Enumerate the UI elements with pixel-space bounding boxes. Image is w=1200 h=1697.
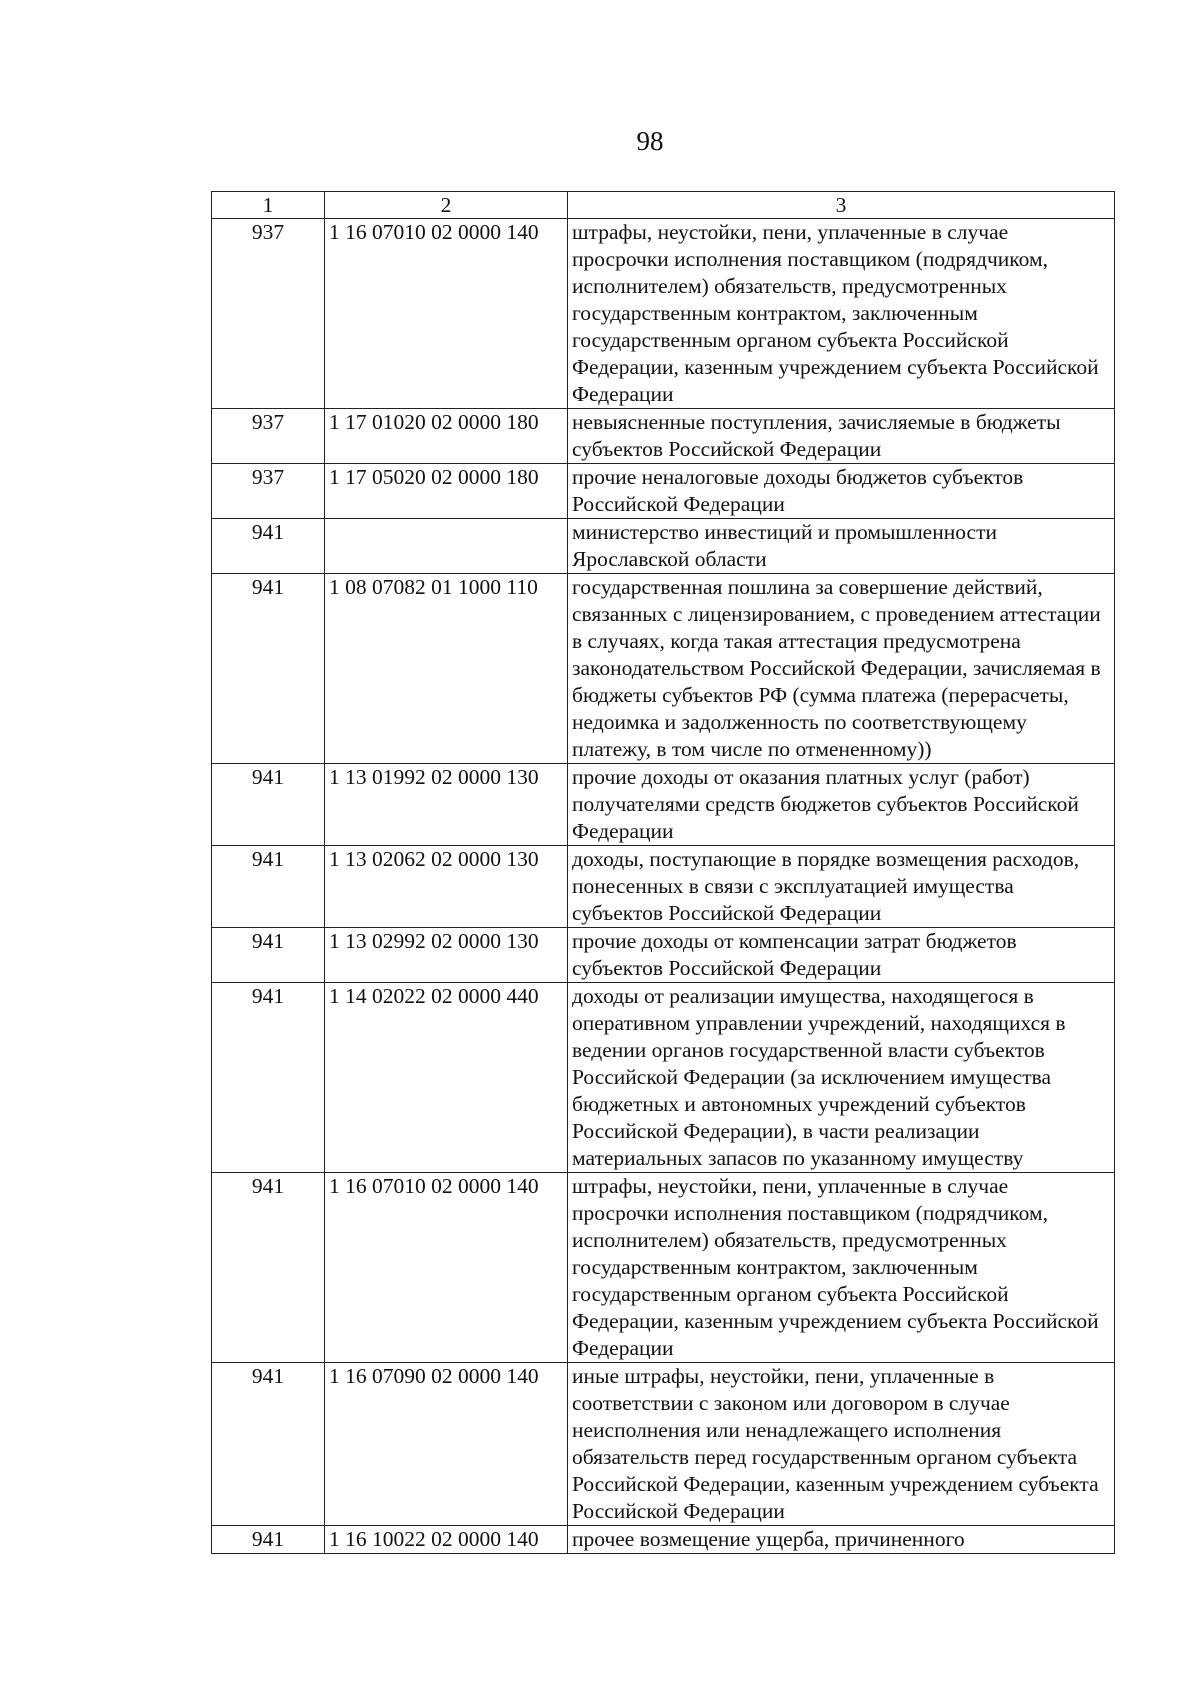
description-cell: прочие доходы от компенсации затрат бюджетов субъектов Российской Федерации <box>568 928 1115 983</box>
table-row <box>212 464 1115 519</box>
admin-code-cell: 941 <box>212 928 325 983</box>
revenue-code-cell: 1 17 05020 02 0000 180 <box>325 464 568 519</box>
table-row <box>212 219 1115 409</box>
table-row <box>212 574 1115 764</box>
header-col-2: 2 <box>325 192 568 219</box>
description-cell: штрафы, неустойки, пени, уплаченные в случае просрочки исполнения поставщиком (подрядчиком, исполнителем) обязательств, предусмотренных государственным контрактом, заключенным государственным органом субъекта Российской Федерации, казенным учреждением субъекта Российской Федерации <box>568 1173 1115 1363</box>
revenue-code-cell: 1 14 02022 02 0000 440 <box>325 983 568 1173</box>
revenue-code-cell: 1 13 02062 02 0000 130 <box>325 846 568 928</box>
budget-revenue-table <box>211 191 1115 1554</box>
header-col-1: 1 <box>212 192 325 219</box>
admin-code-cell: 937 <box>212 464 325 519</box>
admin-code-cell: 941 <box>212 1526 325 1554</box>
admin-code-cell: 941 <box>212 519 325 574</box>
admin-code-cell: 941 <box>212 846 325 928</box>
table-row <box>212 764 1115 846</box>
table-row <box>212 928 1115 983</box>
description-cell: прочие неналоговые доходы бюджетов субъектов Российской Федерации <box>568 464 1115 519</box>
admin-code-cell: 937 <box>212 219 325 409</box>
revenue-code-cell: 1 16 07010 02 0000 140 <box>325 219 568 409</box>
admin-code-cell: 941 <box>212 1363 325 1526</box>
table-row <box>212 1526 1115 1554</box>
revenue-code-cell: 1 08 07082 01 1000 110 <box>325 574 568 764</box>
description-cell: прочее возмещение ущерба, причиненного <box>568 1526 1115 1554</box>
revenue-code-cell: 1 13 02992 02 0000 130 <box>325 928 568 983</box>
description-cell: доходы от реализации имущества, находящегося в оперативном управлении учреждений, находящихся в ведении органов государственной власти субъектов Российской Федерации (за исключением имущества бюджетных и автономных учреждений субъектов Российской Федерации), в части реализации материальных запасов по указанному имуществу <box>568 983 1115 1173</box>
table-row <box>212 1173 1115 1363</box>
revenue-code-cell: 1 16 10022 02 0000 140 <box>325 1526 568 1554</box>
description-cell: министерство инвестиций и промышленности Ярославской области <box>568 519 1115 574</box>
revenue-code-cell: 1 16 07090 02 0000 140 <box>325 1363 568 1526</box>
table-row <box>212 1363 1115 1526</box>
admin-code-cell: 941 <box>212 764 325 846</box>
revenue-code-cell: 1 17 01020 02 0000 180 <box>325 409 568 464</box>
revenue-code-cell: 1 16 07010 02 0000 140 <box>325 1173 568 1363</box>
admin-code-cell: 937 <box>212 409 325 464</box>
header-col-3: 3 <box>568 192 1115 219</box>
table-row <box>212 846 1115 928</box>
description-cell: иные штрафы, неустойки, пени, уплаченные в соответствии с законом или договором в случае неисполнения или ненадлежащего исполнения обязательств перед государственным органом субъекта Российской Федерации, казенным учреждением субъекта Российской Федерации <box>568 1363 1115 1526</box>
admin-code-cell: 941 <box>212 1173 325 1363</box>
table-row <box>212 409 1115 464</box>
description-cell: штрафы, неустойки, пени, уплаченные в случае просрочки исполнения поставщиком (подрядчиком, исполнителем) обязательств, предусмотренных государственным контрактом, заключенным государственным органом субъекта Российской Федерации, казенным учреждением субъекта Российской Федерации <box>568 219 1115 409</box>
description-cell: невыясненные поступления, зачисляемые в бюджеты субъектов Российской Федерации <box>568 409 1115 464</box>
admin-code-cell: 941 <box>212 574 325 764</box>
page-number: 98 <box>636 126 664 156</box>
table-header-row <box>212 192 1115 219</box>
description-cell: доходы, поступающие в порядке возмещения расходов, понесенных в связи с эксплуатацией имущества субъектов Российской Федерации <box>568 846 1115 928</box>
admin-code-cell: 941 <box>212 983 325 1173</box>
description-cell: прочие доходы от оказания платных услуг (работ) получателями средств бюджетов субъектов Российской Федерации <box>568 764 1115 846</box>
description-cell: государственная пошлина за совершение действий, связанных с лицензированием, с проведением аттестации в случаях, когда такая аттестация предусмотрена законодательством Российской Федерации, зачисляемая в бюджеты субъектов РФ (сумма платежа (перерасчеты, недоимка и задолженность по соответствующему платежу, в том числе по отмененному)) <box>568 574 1115 764</box>
table-row <box>212 983 1115 1173</box>
revenue-code-cell: 1 13 01992 02 0000 130 <box>325 764 568 846</box>
revenue-code-cell <box>325 519 568 574</box>
table-row <box>212 519 1115 574</box>
